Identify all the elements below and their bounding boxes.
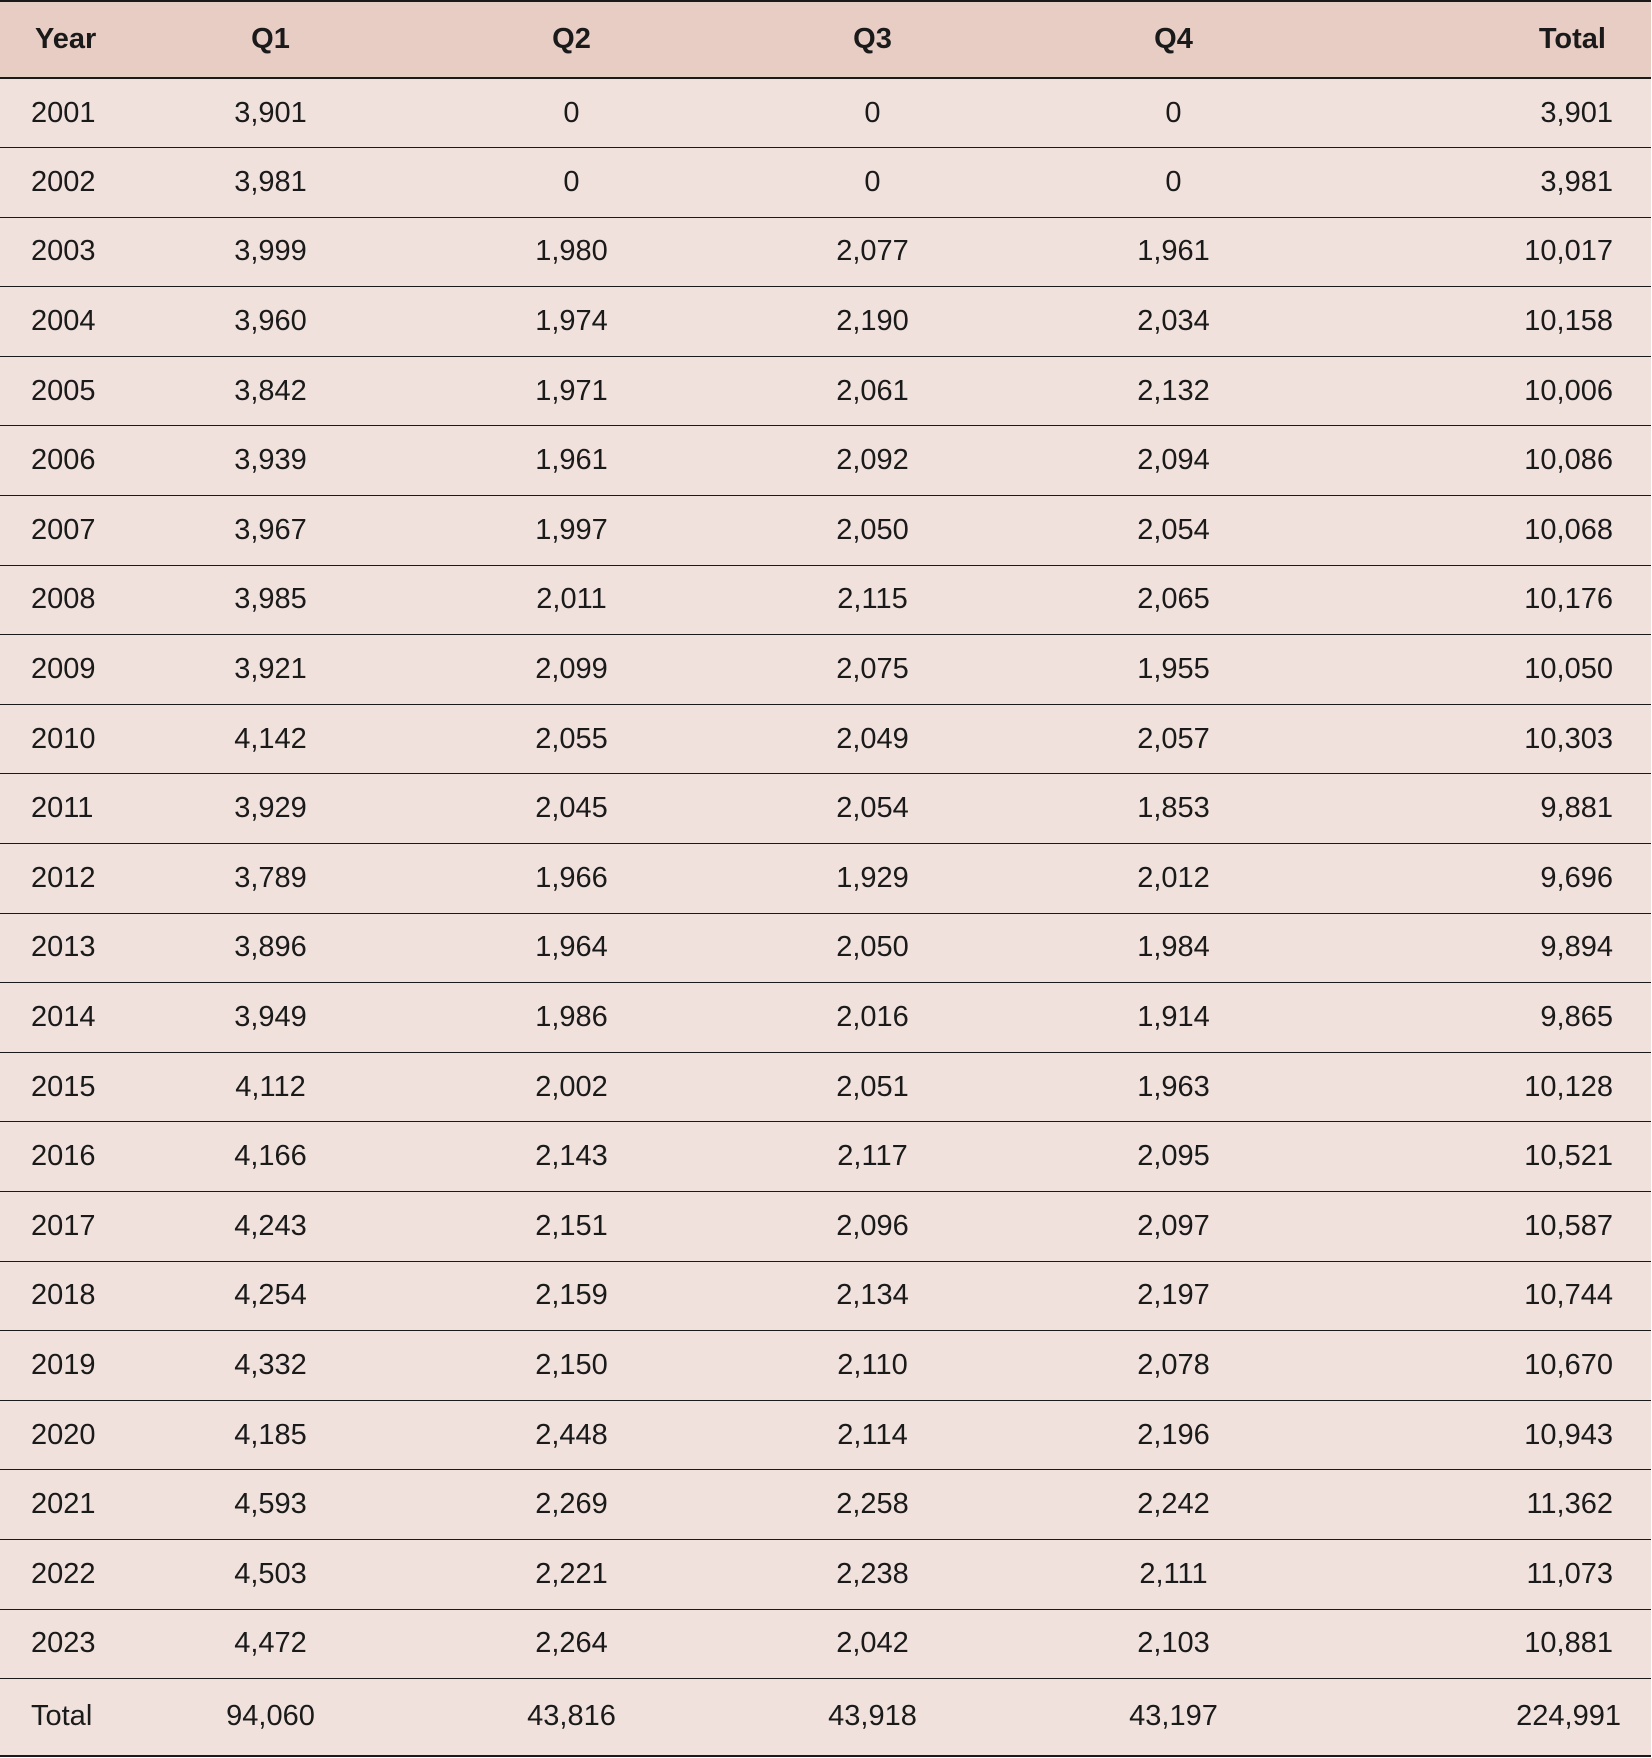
column-header-q4: Q4: [1154, 23, 1193, 55]
q1-cell: 3,949: [234, 1001, 307, 1034]
q4-cell: 0: [1165, 165, 1182, 198]
q4-cell: 1,955: [1137, 653, 1210, 686]
q2-cell: 0: [563, 96, 580, 129]
year-cell: 2022: [31, 1557, 96, 1590]
q1-cell: 3,967: [234, 513, 307, 546]
q1-cell: 4,254: [234, 1279, 307, 1312]
q2-cell: 1,961: [535, 444, 608, 477]
q2-cell: 2,143: [535, 1140, 608, 1173]
year-cell: 2014: [31, 1001, 96, 1034]
q3-cell: 43,918: [828, 1700, 917, 1733]
table-row: [0, 356, 1651, 426]
total-cell: 10,006: [1524, 374, 1613, 407]
q4-cell: 2,057: [1137, 722, 1210, 755]
year-cell: 2011: [31, 792, 94, 825]
q1-cell: 4,243: [234, 1209, 307, 1242]
q2-cell: 2,151: [535, 1209, 608, 1242]
q1-cell: 3,896: [234, 931, 307, 964]
q1-cell: 4,185: [234, 1418, 307, 1451]
q4-cell: 1,984: [1137, 931, 1210, 964]
q4-cell: 2,065: [1137, 583, 1210, 616]
q2-cell: 2,221: [535, 1557, 608, 1590]
table-header: [0, 1, 1651, 78]
year-cell: 2018: [31, 1279, 96, 1312]
year-cell: 2007: [31, 513, 96, 546]
q2-cell: 1,986: [535, 1001, 608, 1034]
q4-cell: 1,914: [1137, 1001, 1210, 1034]
table-row: [0, 1192, 1651, 1262]
year-cell: 2021: [31, 1488, 96, 1521]
q4-cell: 2,097: [1137, 1209, 1210, 1242]
q4-cell: 2,242: [1137, 1488, 1210, 1521]
year-cell: 2020: [31, 1418, 96, 1451]
q1-cell: 3,929: [234, 792, 307, 825]
q3-cell: 2,050: [836, 931, 909, 964]
q3-cell: 2,050: [836, 513, 909, 546]
q1-cell: 4,112: [235, 1070, 306, 1103]
q3-cell: 2,110: [837, 1348, 908, 1381]
total-cell: 11,362: [1526, 1488, 1613, 1521]
year-cell: 2023: [31, 1627, 96, 1660]
q4-cell: 2,012: [1137, 861, 1210, 894]
q2-cell: 2,045: [535, 792, 608, 825]
total-cell: 10,303: [1524, 722, 1613, 755]
table-row: [0, 217, 1651, 287]
table-body: [0, 78, 1651, 1756]
q3-cell: 2,258: [836, 1488, 909, 1521]
q2-cell: 2,264: [535, 1627, 608, 1660]
q2-cell: 2,159: [535, 1279, 608, 1312]
table-row: [0, 1609, 1651, 1679]
header-row: [0, 1, 1651, 78]
total-cell: 3,981: [1540, 165, 1613, 198]
table-row: [0, 1331, 1651, 1401]
total-cell: 10,050: [1524, 653, 1613, 686]
q2-cell: 2,448: [535, 1418, 608, 1451]
total-cell: 10,587: [1524, 1209, 1613, 1242]
total-cell: 10,128: [1524, 1070, 1613, 1103]
total-cell: 11,073: [1526, 1557, 1613, 1590]
q3-cell: 2,238: [836, 1557, 909, 1590]
q4-cell: 0: [1165, 96, 1182, 129]
q1-cell: 3,939: [234, 444, 307, 477]
table-row: [0, 148, 1651, 218]
q2-cell: 2,269: [535, 1488, 608, 1521]
table-row: [0, 565, 1651, 635]
q3-cell: 2,117: [837, 1140, 908, 1173]
q3-cell: 2,114: [837, 1418, 908, 1451]
q1-cell: 3,921: [234, 653, 307, 686]
q2-cell: 2,011: [536, 583, 607, 616]
q1-cell: 4,332: [234, 1348, 307, 1381]
year-cell: 2008: [31, 583, 96, 616]
q1-cell: 4,503: [234, 1557, 307, 1590]
table-row: [0, 78, 1651, 148]
year-cell: 2006: [31, 444, 96, 477]
q2-cell: 2,099: [535, 653, 608, 686]
column-header-q1: Q1: [251, 23, 290, 55]
year-cell: 2005: [31, 374, 96, 407]
year-cell: 2012: [31, 861, 96, 894]
table-total-row: [0, 1679, 1651, 1756]
q1-cell: 4,166: [234, 1140, 307, 1173]
total-cell: 10,670: [1524, 1348, 1613, 1381]
q3-cell: 2,042: [836, 1627, 909, 1660]
table-row: [0, 1261, 1651, 1331]
table-row: [0, 635, 1651, 705]
total-cell: 10,086: [1524, 444, 1613, 477]
q2-cell: 1,997: [535, 513, 608, 546]
year-cell: 2016: [31, 1140, 96, 1173]
table-row: [0, 287, 1651, 357]
q2-cell: 2,002: [535, 1070, 608, 1103]
column-header-total: Total: [1538, 23, 1606, 55]
q3-cell: 2,054: [836, 792, 909, 825]
q1-cell: 3,842: [234, 374, 307, 407]
q1-cell: 3,901: [234, 96, 307, 129]
q4-cell: 1,963: [1137, 1070, 1210, 1103]
total-cell: 9,696: [1540, 861, 1613, 894]
q3-cell: 2,115: [837, 583, 908, 616]
q3-cell: 1,929: [836, 861, 909, 894]
q3-cell: 2,061: [836, 374, 909, 407]
q2-cell: 2,150: [535, 1348, 608, 1381]
year-cell: 2001: [31, 96, 96, 129]
total-cell: 10,068: [1524, 513, 1613, 546]
q2-cell: 0: [563, 165, 580, 198]
year-cell: 2017: [31, 1209, 96, 1242]
year-cell: 2004: [31, 305, 96, 338]
q1-cell: 3,985: [234, 583, 307, 616]
q4-cell: 2,111: [1139, 1557, 1208, 1590]
q3-cell: 0: [864, 96, 881, 129]
year-cell: 2009: [31, 653, 96, 686]
year-cell: 2019: [31, 1348, 96, 1381]
table-row: [0, 1539, 1651, 1609]
column-header-q2: Q2: [552, 23, 591, 55]
q3-cell: 2,092: [836, 444, 909, 477]
q1-cell: 3,789: [234, 861, 307, 894]
year-cell: 2013: [31, 931, 96, 964]
year-cell: 2010: [31, 722, 96, 755]
q4-cell: 2,094: [1137, 444, 1210, 477]
q4-cell: 2,197: [1137, 1279, 1210, 1312]
table-row: [0, 1400, 1651, 1470]
table-row: [0, 1052, 1651, 1122]
q3-cell: 2,049: [836, 722, 909, 755]
year-cell: Total: [31, 1700, 93, 1733]
q2-cell: 2,055: [535, 722, 608, 755]
table-row: [0, 844, 1651, 914]
q3-cell: 0: [864, 165, 881, 198]
table-row: [0, 496, 1651, 566]
total-cell: 10,158: [1524, 305, 1613, 338]
q2-cell: 1,964: [535, 931, 608, 964]
q2-cell: 43,816: [527, 1700, 616, 1733]
year-cell: 2015: [31, 1070, 96, 1103]
column-header-q3: Q3: [853, 23, 892, 55]
table-row: [0, 426, 1651, 496]
total-cell: 3,901: [1540, 96, 1613, 129]
total-cell: 9,894: [1540, 931, 1613, 964]
total-cell: 10,744: [1524, 1279, 1613, 1312]
total-cell: 10,881: [1524, 1627, 1613, 1660]
table-row: [0, 983, 1651, 1053]
q3-cell: 2,096: [836, 1209, 909, 1242]
q2-cell: 1,980: [535, 235, 608, 268]
total-cell: 9,865: [1540, 1001, 1613, 1034]
q1-cell: 3,999: [234, 235, 307, 268]
q1-cell: 4,593: [234, 1488, 307, 1521]
q4-cell: 2,054: [1137, 513, 1210, 546]
total-cell: 224,991: [1516, 1700, 1621, 1733]
q4-cell: 2,103: [1137, 1627, 1210, 1660]
total-cell: 10,176: [1524, 583, 1613, 616]
q3-cell: 2,016: [836, 1001, 909, 1034]
q4-cell: 1,853: [1137, 792, 1210, 825]
q4-cell: 1,961: [1137, 235, 1210, 268]
q4-cell: 2,034: [1137, 305, 1210, 338]
q3-cell: 2,075: [836, 653, 909, 686]
q1-cell: 4,472: [234, 1627, 307, 1660]
q1-cell: 94,060: [226, 1700, 315, 1733]
q1-cell: 4,142: [234, 722, 307, 755]
year-cell: 2003: [31, 235, 96, 268]
q2-cell: 1,966: [535, 861, 608, 894]
column-header-year: Year: [35, 23, 97, 55]
year-cell: 2002: [31, 165, 96, 198]
table-row: [0, 913, 1651, 983]
q1-cell: 3,960: [234, 305, 307, 338]
q1-cell: 3,981: [234, 165, 307, 198]
table-row: [0, 704, 1651, 774]
q4-cell: 2,196: [1137, 1418, 1210, 1451]
table-row: [0, 1470, 1651, 1540]
table-row: [0, 1122, 1651, 1192]
q3-cell: 2,077: [836, 235, 909, 268]
q2-cell: 1,971: [535, 374, 608, 407]
q3-cell: 2,134: [836, 1279, 909, 1312]
total-cell: 10,521: [1524, 1140, 1613, 1173]
total-cell: 9,881: [1540, 792, 1613, 825]
table-row: [0, 774, 1651, 844]
q4-cell: 2,078: [1137, 1348, 1210, 1381]
q3-cell: 2,051: [836, 1070, 909, 1103]
q4-cell: 2,132: [1137, 374, 1210, 407]
q4-cell: 2,095: [1137, 1140, 1210, 1173]
total-cell: 10,943: [1524, 1418, 1613, 1451]
q3-cell: 2,190: [836, 305, 909, 338]
q4-cell: 43,197: [1129, 1700, 1218, 1733]
q2-cell: 1,974: [535, 305, 608, 338]
total-cell: 10,017: [1524, 235, 1613, 268]
